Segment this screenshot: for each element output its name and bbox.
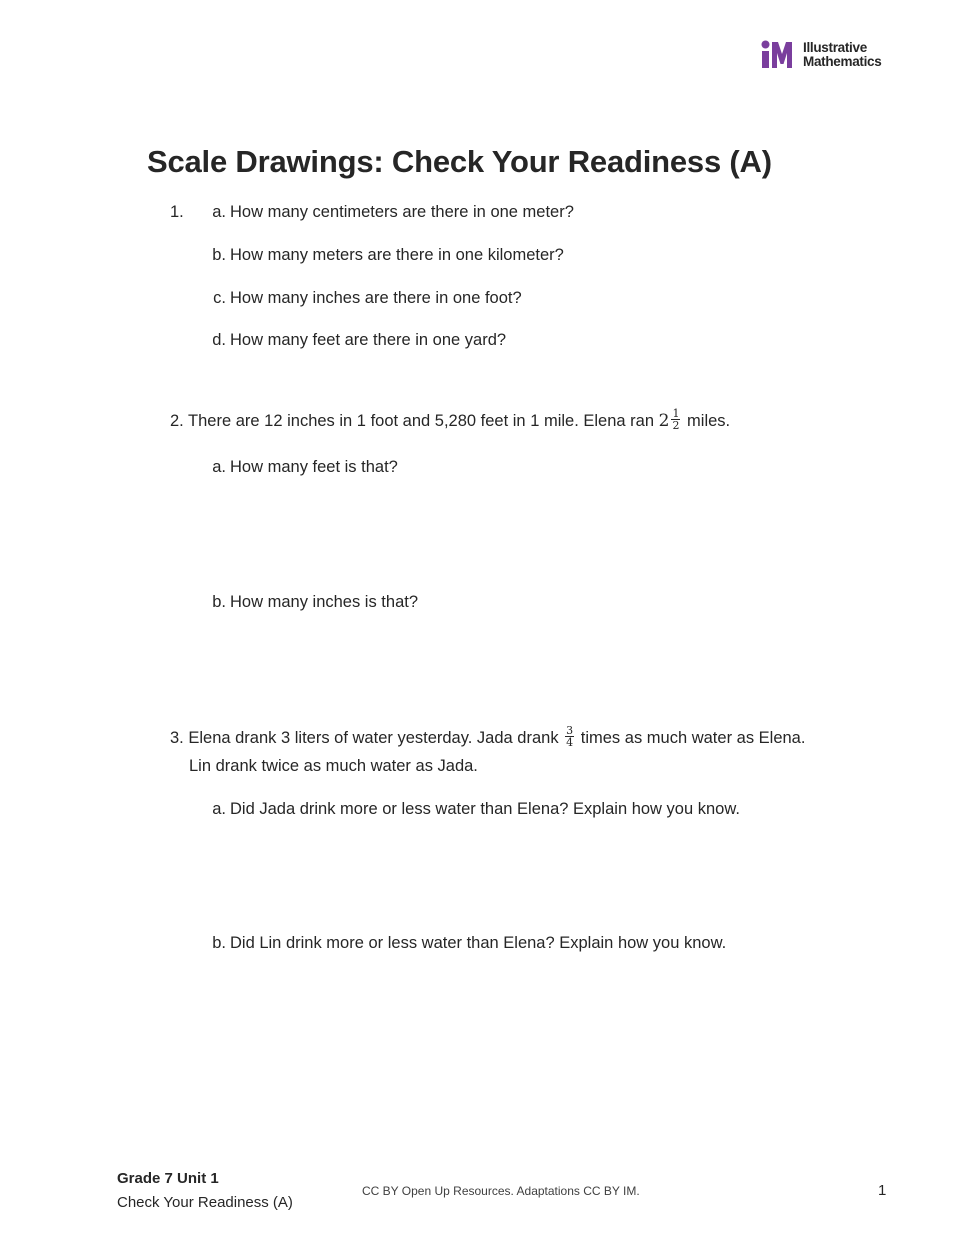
q1-part-d bbox=[207, 330, 506, 350]
q1-part-a-label: a. bbox=[212, 203, 226, 221]
q1-number: 1. bbox=[170, 203, 184, 221]
q3-stem-before: 3. Elena drank 3 liters of water yesterday. Jada drank bbox=[170, 728, 559, 747]
q3-fraction bbox=[565, 725, 574, 748]
q2-part-a-text: How many feet is that? bbox=[230, 458, 398, 476]
im-logo-mark-icon bbox=[761, 40, 795, 70]
im-logo-wordmark bbox=[803, 41, 881, 69]
q1-part-b bbox=[207, 245, 564, 265]
q1-part-b-label: b. bbox=[212, 246, 226, 264]
q3-stem-line-2: Lin drank twice as much water as Jada. bbox=[189, 757, 478, 775]
q1-part-c-label: c. bbox=[213, 289, 226, 307]
q3-stem-after: times as much water as Elena. bbox=[580, 728, 806, 747]
footer-subtitle: Check Your Readiness (A) bbox=[117, 1194, 293, 1211]
q2-fraction bbox=[671, 408, 680, 431]
q2-frac-den: 2 bbox=[672, 419, 680, 432]
q3-frac-den: 4 bbox=[566, 736, 574, 749]
q1-part-a bbox=[207, 202, 574, 222]
q2-part-b-label: b. bbox=[212, 593, 226, 611]
q1-part-d-text: How many feet are there in one yard? bbox=[230, 331, 507, 349]
q1-part-a-text: How many centimeters are there in one meter? bbox=[230, 203, 574, 221]
q1-part-c bbox=[207, 288, 522, 308]
q3-stem bbox=[170, 724, 806, 750]
q1-part-c-text: How many inches are there in one foot? bbox=[230, 289, 522, 307]
q3-frac-num: 3 bbox=[566, 724, 574, 737]
im-logo bbox=[761, 40, 891, 70]
q3-part-a-text: Did Jada drink more or less water than Elena? Explain how you know. bbox=[230, 800, 740, 818]
q3-part-b-text: Did Lin drink more or less water than Elena? Explain how you know. bbox=[230, 934, 727, 952]
q3-part-a bbox=[207, 799, 740, 819]
q3-part-b bbox=[207, 933, 726, 953]
q2-part-a-label: a. bbox=[212, 458, 226, 476]
q2-stem-before: 2. There are 12 inches in 1 foot and 5,280 feet in 1 mile. Elena ran bbox=[170, 411, 655, 430]
logo-line-2: Mathematics bbox=[803, 54, 882, 69]
page-number: 1 bbox=[878, 1182, 887, 1199]
q2-stem bbox=[170, 407, 731, 433]
footer-grade: Grade 7 Unit 1 bbox=[117, 1170, 219, 1187]
q2-frac-num: 1 bbox=[672, 407, 680, 420]
q2-part-a bbox=[207, 457, 398, 477]
q2-mixed-whole: 2 bbox=[658, 410, 670, 431]
q1-part-b-text: How many meters are there in one kilometer? bbox=[230, 246, 564, 264]
footer-license: CC BY Open Up Resources. Adaptations CC BY IM. bbox=[362, 1184, 640, 1198]
q2-part-b bbox=[207, 592, 418, 612]
page-title: Scale Drawings: Check Your Readiness (A) bbox=[147, 144, 772, 179]
logo-line-1: Illustrative bbox=[803, 40, 867, 55]
q2-part-b-text: How many inches is that? bbox=[230, 593, 419, 611]
q2-stem-after: miles. bbox=[687, 411, 731, 430]
q3-part-a-label: a. bbox=[212, 800, 226, 818]
q1-part-d-label: d. bbox=[212, 331, 226, 349]
q3-part-b-label: b. bbox=[212, 934, 226, 952]
